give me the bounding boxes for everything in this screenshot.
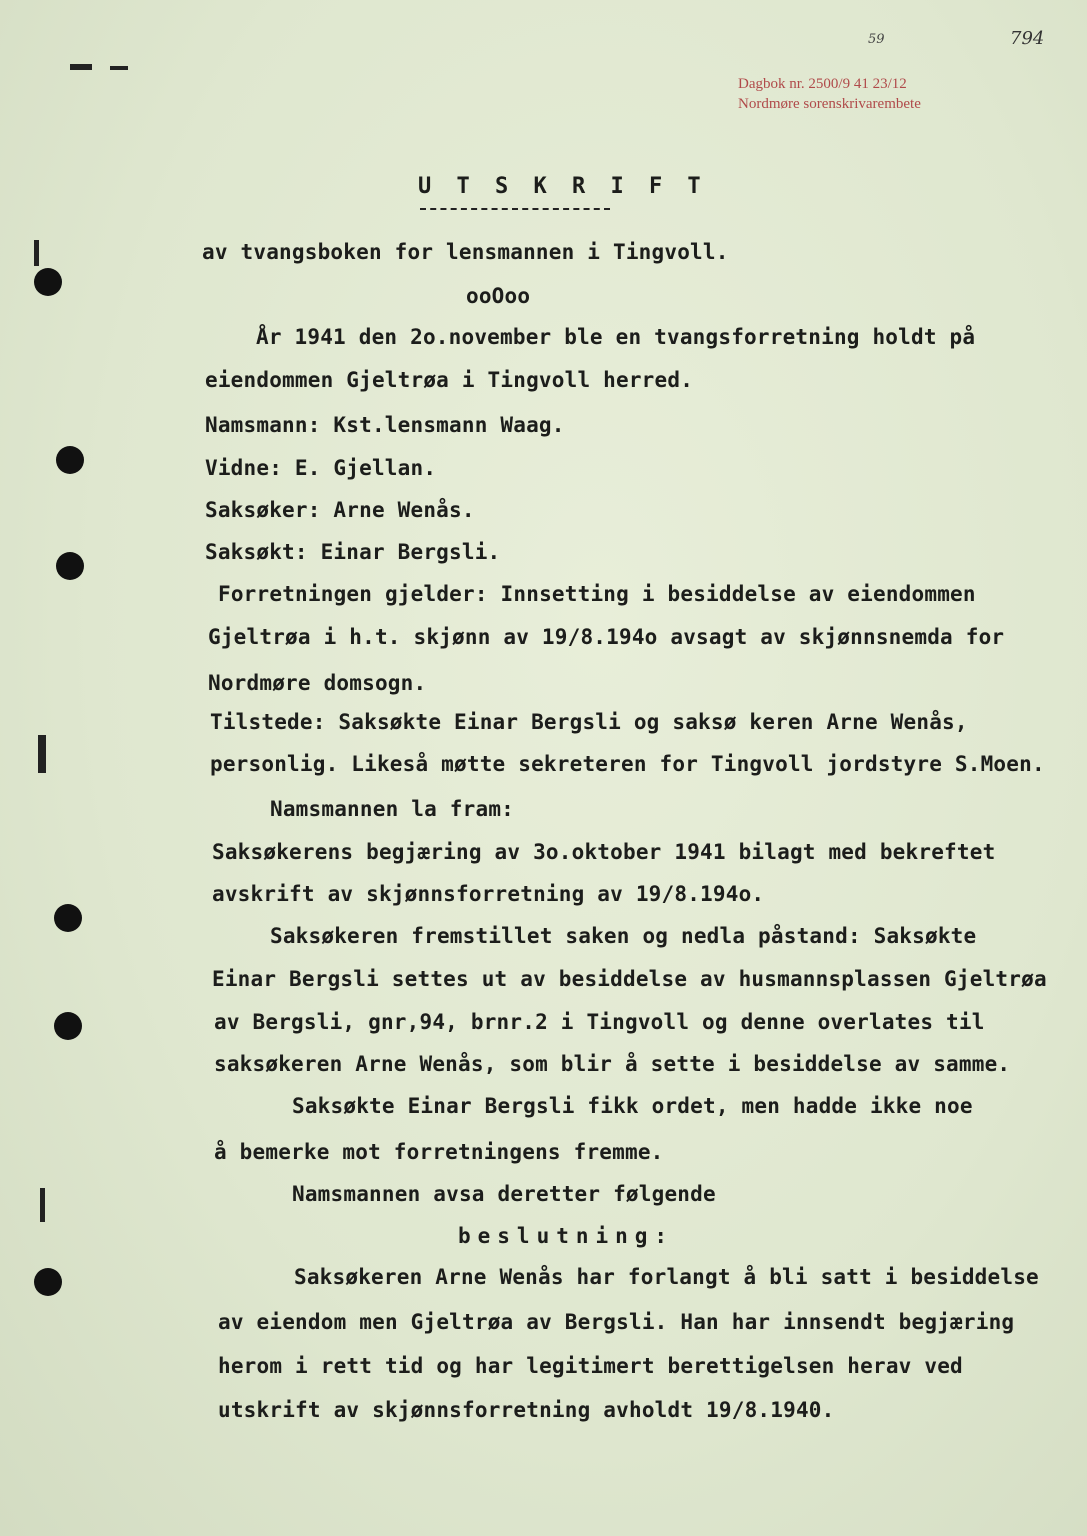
punch-hole bbox=[34, 1268, 62, 1296]
text-line: Tilstede: Saksøkte Einar Bergsli og saksø keren Arne Wenås, bbox=[210, 710, 968, 734]
text-line: Namsmannen avsa deretter følgende bbox=[292, 1182, 716, 1206]
text-line: Saksøkerens begjæring av 3o.oktober 1941 bilagt med bekreftet bbox=[212, 840, 996, 864]
text-line: å bemerke mot forretningens fremme. bbox=[214, 1140, 664, 1164]
text-line: personlig. Likeså møtte sekreteren for Tingvoll jordstyre S.Moen. bbox=[210, 752, 1045, 776]
text-line: herom i rett tid og har legitimert berettigelsen herav ved bbox=[218, 1354, 963, 1378]
separator: ooOoo bbox=[466, 284, 531, 308]
scan-mark bbox=[34, 240, 39, 266]
scan-mark bbox=[40, 1188, 45, 1222]
text-line: Einar Bergsli settes ut av besiddelse av husmannsplassen Gjeltrøa bbox=[212, 967, 1047, 991]
text-line: Forretningen gjelder: Innsetting i besiddelse av eiendommen bbox=[218, 582, 976, 606]
text-line: saksøkeren Arne Wenås, som blir å sette i besiddelse av samme. bbox=[214, 1052, 1011, 1076]
punch-hole bbox=[56, 552, 84, 580]
subtitle: av tvangsboken for lensmannen i Tingvoll. bbox=[202, 240, 729, 264]
text-line: Nordmøre domsogn. bbox=[208, 671, 427, 695]
text-line: av eiendom men Gjeltrøa av Bergsli. Han har innsendt begjæring bbox=[218, 1310, 1015, 1334]
registry-stamp bbox=[738, 74, 921, 114]
page-number: 794 bbox=[1010, 28, 1045, 49]
stamp-line-1: Dagbok nr. 2500/9 41 23/12 bbox=[738, 76, 907, 92]
text-line: Gjeltrøa i h.t. skjønn av 19/8.194o avsagt av skjønnsnemda for bbox=[208, 625, 1005, 649]
text-line: Saksøkeren fremstillet saken og nedla påstand: Saksøkte bbox=[270, 924, 977, 948]
punch-hole bbox=[34, 268, 62, 296]
title-underline bbox=[420, 208, 610, 210]
text-line: Vidne: E. Gjellan. bbox=[205, 456, 437, 480]
text-line: eiendommen Gjeltrøa i Tingvoll herred. bbox=[205, 368, 694, 392]
document-title: U T S K R I F T bbox=[418, 174, 707, 199]
scan-mark bbox=[110, 66, 128, 70]
text-line: Saksøkte Einar Bergsli fikk ordet, men hadde ikke noe bbox=[292, 1094, 973, 1118]
stamp-line-2: Nordmøre sorenskrivarembete bbox=[738, 96, 921, 112]
text-line: Namsmann: Kst.lensmann Waag. bbox=[205, 413, 565, 437]
text-line: avskrift av skjønnsforretning av 19/8.194o. bbox=[212, 882, 765, 906]
text-line: Saksøker: Arne Wenås. bbox=[205, 498, 475, 522]
punch-hole bbox=[54, 1012, 82, 1040]
text-line: Namsmannen la fram: bbox=[270, 797, 515, 821]
text-line: År 1941 den 2o.november ble en tvangsforretning holdt på bbox=[256, 325, 976, 349]
text-line: av Bergsli, gnr,94, brnr.2 i Tingvoll og denne overlates til bbox=[214, 1010, 985, 1034]
punch-hole bbox=[56, 446, 84, 474]
heading-beslutning: beslutning: bbox=[458, 1224, 675, 1248]
folio-small: 59 bbox=[868, 32, 885, 47]
scan-mark bbox=[38, 735, 46, 773]
scan-mark bbox=[70, 64, 92, 70]
text-line: Saksøkeren Arne Wenås har forlangt å bli satt i besiddelse bbox=[294, 1265, 1039, 1289]
text-line: utskrift av skjønnsforretning avholdt 19/8.1940. bbox=[218, 1398, 835, 1422]
text-line: Saksøkt: Einar Bergsli. bbox=[205, 540, 501, 564]
punch-hole bbox=[54, 904, 82, 932]
